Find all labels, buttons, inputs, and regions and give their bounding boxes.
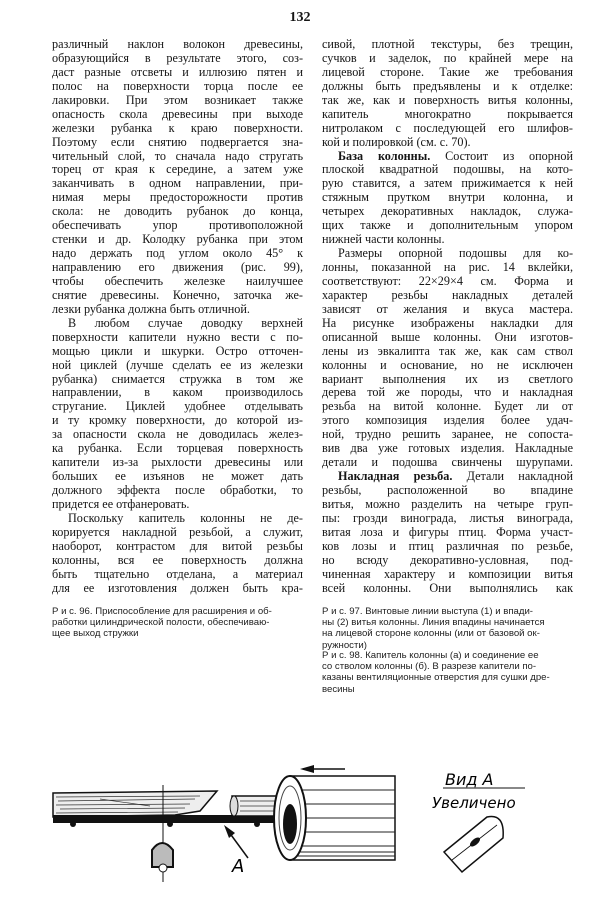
text-line: направлению его движения (рис. 99), <box>52 260 303 274</box>
view-a-arrow <box>224 825 248 877</box>
text-line: всей колонны. Они выполнялись как <box>322 580 573 595</box>
view-a-label: А <box>232 856 245 877</box>
text-line: рую ставится, а затем прижимается к ней <box>322 176 573 191</box>
text-line: нитролаком с последующей его шлифов- <box>322 120 573 135</box>
text-line: резьбы, расположенной во впадине <box>322 483 573 497</box>
text-line: лакировки. При этом возникает также <box>52 92 303 107</box>
caption-line: на лицевой стороне колонны (или от базовой ок- <box>322 628 540 640</box>
caption-line: ны (2) витья колонны. Линия впадины начинается <box>322 617 545 629</box>
text-line: и ту кромку поверхности, до которой из- <box>52 413 303 428</box>
paragraph-heading: Накладная резьба. <box>338 469 453 484</box>
text-line: плоской квадратной подошвы, на кото- <box>322 162 573 177</box>
figure-reamer-illustration <box>0 700 600 924</box>
text-line: быть тщательно отделана, а материал <box>52 566 303 581</box>
text-line: даст разные отсветы и иллюзию пятен и <box>52 64 303 79</box>
left-column <box>52 38 303 596</box>
text-line: лезки рубанка должна быть отличной. <box>52 301 250 316</box>
text-line: щих также и дополнительным упором <box>322 218 573 233</box>
text-line: кой и полировкой (см. с. 70). <box>322 134 471 149</box>
paragraph <box>322 470 573 595</box>
text-line <box>322 470 573 484</box>
text-line: Размеры опорной подошвы для ко- <box>338 246 573 261</box>
text-line: лены из эвкалипта так же, как сам ствол <box>322 343 573 358</box>
text-line: чтобы обеспечить железке наилучшее <box>52 273 303 288</box>
paragraph <box>52 38 303 317</box>
text-line: больших ее изъянов не может дать <box>52 469 303 484</box>
text-line: витья, можно разделить на четыре груп- <box>322 496 573 511</box>
text-line: Поскольку капитель колонны не де- <box>68 510 303 525</box>
text-line: Поэтому если снятию подвергается зна- <box>52 134 303 149</box>
text-line <box>322 150 573 164</box>
text-line: заканчивать в одном направлении, при- <box>52 176 303 191</box>
paragraph <box>322 150 573 248</box>
text-line: характер резьбы накладных деталей <box>322 287 573 302</box>
text-line: вив два уже готовых изделия. Накладные <box>322 441 573 456</box>
text-line: железки рубанка к краю поверхности. <box>52 120 303 135</box>
text-line: ной циклей (лучше сделать ее из железки <box>52 357 303 372</box>
text-line: В любом случае доводку верхней <box>68 315 303 330</box>
view-a-subtitle: Увеличено <box>432 794 516 812</box>
text-line: стяжным прутком внутри колонна, и <box>322 190 573 205</box>
caption-line: Р и с. 97. Винтовые линии выступа (1) и впади- <box>322 606 534 617</box>
paragraph <box>52 512 303 596</box>
cylinder-workpiece <box>274 776 395 860</box>
text-line: капитель многократно покрывается <box>322 106 573 121</box>
right-column <box>322 38 573 596</box>
paragraph <box>52 317 303 512</box>
caption-line: казаны вентиляционные отверстия для сушки дре- <box>322 672 550 684</box>
text-line: ка рубанка. Если торцевая поверхность <box>52 441 303 456</box>
view-a-title: Вид А <box>445 770 494 789</box>
text-line: скола: не доводить рубанок до конца, <box>52 204 303 219</box>
text-line: сивой, плотной текстуры, без трещин, <box>322 37 573 51</box>
text-line: должного эффекта после обработки, то <box>52 483 303 497</box>
text-line: направлении, в каком производилось <box>52 385 303 400</box>
text-line: наоборот, контрастом для витой резьбы <box>52 538 303 553</box>
text-line: придется ее отфанеровать. <box>52 496 190 511</box>
text-line: чительный слой, то сначала надо стругать <box>52 148 303 163</box>
text-line: поверхности капители нужно вести с по- <box>52 329 303 344</box>
caption-line: щее выход стружки <box>52 628 139 640</box>
paragraph <box>322 247 573 470</box>
caption-line: со стволом колонны (б). В разрезе капители по- <box>322 661 537 673</box>
text-line: ков лозы и птиц различная по резьбе, <box>322 538 573 553</box>
caption-line: весины <box>322 683 355 695</box>
paragraph-heading: База колонны. <box>338 148 431 163</box>
text-line: капители из-за рыхлости древесины или <box>52 455 303 470</box>
text-line: колонны, вся ее поверхность должна <box>52 552 303 567</box>
text-line: чиненная характеру и композиции витья <box>322 566 573 581</box>
text-line: снятие древесины. Конечно, заточка же- <box>52 287 303 302</box>
text-line: лонны, показанной на рис. 14 вклейки, <box>322 260 573 274</box>
text-line: торец от края к середине, а затем уже <box>52 162 303 177</box>
text-line: мощью цикли и шкурки. Остро отточен- <box>52 343 303 358</box>
page-number: 132 <box>289 10 311 25</box>
text-line: за опасности скола не доводилась желез- <box>52 427 303 442</box>
text-line: зависят от желания и вкуса мастера. <box>322 301 573 316</box>
caption-fig-98 <box>322 650 573 695</box>
text-line: надо держать под углом около 45° к <box>52 246 303 261</box>
text-line: На рисунке изображены накладки для <box>322 315 573 330</box>
text-line: опасность скола древесины при выходе <box>52 106 303 121</box>
text-line: рубанка) снимается стружка в том же <box>52 371 303 386</box>
text-line: для ее изготовления должен быть кра- <box>52 580 303 595</box>
caption-line: ружности) <box>322 639 367 651</box>
text-line: стругание. Циклей удобнее отделывать <box>52 399 303 414</box>
text-line: резьба на витой колонне. Будет ли от <box>322 399 573 414</box>
caption-line: Р и с. 96. Приспособление для расширения и об- <box>52 606 272 617</box>
text-line: соответствуют: 22×29×4 см. Форма и <box>322 273 573 288</box>
text-line: сучков и заделок, по крайней мере на <box>322 50 573 65</box>
text-line: образующийся в результате этого, соз- <box>52 50 303 65</box>
text-line: должны быть предъявлены и к отделке: <box>322 78 573 93</box>
text-line: пы: грозди винограда, листья винограда, <box>322 510 573 525</box>
text-line: различный наклон волокон древесины, <box>52 37 303 51</box>
text-line: нимая меры предосторожности против <box>52 190 303 205</box>
text-run: Детали накладной <box>452 469 573 484</box>
view-a-detail <box>432 770 525 872</box>
text-line: детали и подошва свинчены шурупами. <box>322 455 573 470</box>
text-line: четырех декоративных накладок, служа- <box>322 204 573 219</box>
rotation-arrow-icon <box>300 765 345 773</box>
text-line: нижней части колонны. <box>322 232 445 247</box>
text-line: ной, трудно решить заранее, не сопоста- <box>322 427 573 442</box>
text-run: Состоит из опорной <box>430 148 573 163</box>
text-line: дерева той же породы, что и накладная <box>322 385 573 400</box>
text-line: колонны и основание, но не исключен <box>322 357 573 372</box>
text-line: вариант выполнения их из светлого <box>322 371 573 386</box>
text-line: так же, как и поверхность витья колонны, <box>322 92 573 107</box>
text-line: полос на поверхности торца после ее <box>52 78 303 93</box>
caption-line: Р и с. 98. Капитель колонны (а) и соединение ее <box>322 650 539 661</box>
text-line: обеспечивать упор противоположной <box>52 218 303 233</box>
text-line: стенки и др. Колодку рубанка при этом <box>52 232 303 247</box>
caption-fig-97 <box>322 606 573 651</box>
text-line: этого композиция изделия более удач- <box>322 413 573 428</box>
text-line: но всюду декоративно-условная, под- <box>322 552 573 567</box>
text-line: корируется накладной резьбой, а служит, <box>52 524 303 539</box>
caption-fig-96 <box>52 606 303 640</box>
text-line: описанной выше колонны. Они изготов- <box>322 329 573 344</box>
text-line: витая лоза и фигуры птиц. Форма участ- <box>322 524 573 539</box>
tool-rod <box>53 791 282 827</box>
caption-line: работки цилиндрической полости, обеспечиваю- <box>52 617 270 629</box>
paragraph <box>322 38 573 150</box>
text-line: лицевой стороне. Такие же требования <box>322 64 573 79</box>
